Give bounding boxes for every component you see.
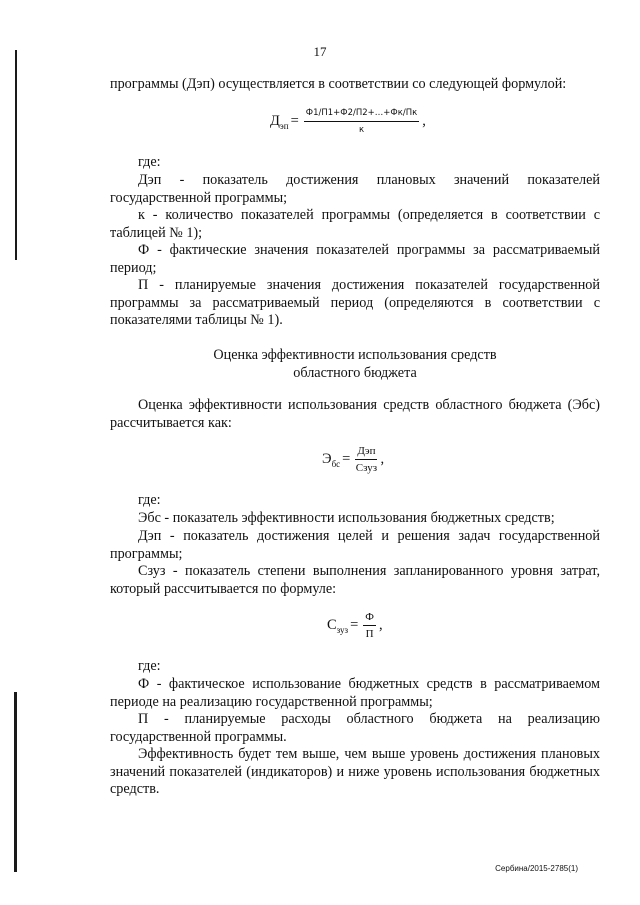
definition-dep: Дэп - показатель достижения плановых значений показателей государственной программы; (110, 172, 600, 206)
formula-dep-numerator: Ф1/П1+Ф2/П2+…+Фк/Пк (304, 106, 419, 122)
formula-ebs (322, 444, 384, 475)
definition-szuz: Сзуз - показатель степени выполнения запланированного уровня затрат, который рассчитывается по формуле: (110, 563, 600, 597)
formula-dep-denominator: к (358, 125, 365, 135)
formula-szuz-fraction (363, 610, 376, 641)
formula-ebs-denominator: Сзуз (355, 462, 378, 474)
formula-ebs-fraction (355, 444, 377, 475)
formula-ebs-numerator: Дэп (355, 444, 377, 460)
formula-dep-comma: , (422, 113, 426, 129)
formula-dep-lhs: $Д_{эп}$ (270, 112, 289, 131)
formula-ebs-eq: = (342, 451, 351, 467)
formula-szuz-eq: = (350, 617, 359, 633)
section-title-line-1: Оценка эффективности использования средств (213, 347, 497, 363)
section-title-line-2: областного бюджета (293, 365, 417, 381)
intro-line: программы (Дэп) осуществляется в соответствии со следующей формулой: (110, 76, 567, 92)
efficiency-conclusion: Эффективность будет тем выше, чем выше уровень достижения плановых значений показателей (индикаторов) и ниже уровень использования бюджетных средств. (110, 746, 600, 797)
definition-dep-2: Дэп - показатель достижения целей и решения задач государственной программы; (110, 528, 600, 562)
budget-paragraph: Оценка эффективности использования средств областного бюджета (Эбс) рассчитывается как: (110, 397, 600, 431)
where-label-2: где: (138, 492, 161, 508)
definition-f-actual: Ф - фактическое использование бюджетных средств в рассматриваемом периоде на реализацию государственной программы; (110, 676, 600, 710)
document-footer-code: Сербина/2015-2785(1) (495, 864, 578, 873)
formula-dep-fraction (304, 106, 419, 137)
formula-ebs-comma: , (380, 451, 385, 467)
definition-p: П - планируемые значения достижения показателей государственной программы за рассматриваемый период (определяются в соответствии с показателями таблицы № 1). (110, 277, 600, 328)
scan-margin-line-top (15, 50, 17, 260)
definition-ebs: Эбс - показатель эффективности использования бюджетных средств; (138, 510, 555, 526)
formula-szuz (327, 610, 383, 641)
formula-szuz-denominator: П (365, 628, 374, 640)
where-label-3: где: (138, 658, 161, 674)
scan-margin-line-bottom (14, 692, 17, 872)
formula-szuz-comma: , (378, 617, 383, 633)
definition-k: к - количество показателей программы (определяется в соответствии с таблицей № 1); (110, 207, 600, 241)
formula-szuz-numerator: Ф (363, 610, 376, 626)
formula-ebs-lhs: $Э_{бс}$ (322, 450, 341, 469)
formula-dep (270, 106, 426, 137)
formula-szuz-lhs: $С_{зуз}$ (327, 616, 349, 635)
where-label-1: где: (138, 154, 161, 170)
definition-p-planned: П - планируемые расходы областного бюджета на реализацию государственной программы. (110, 711, 600, 745)
definition-f: Ф - фактические значения показателей программы за рассматриваемый период; (110, 242, 600, 276)
formula-dep-eq: = (290, 113, 299, 129)
page-number: 17 (313, 44, 327, 59)
